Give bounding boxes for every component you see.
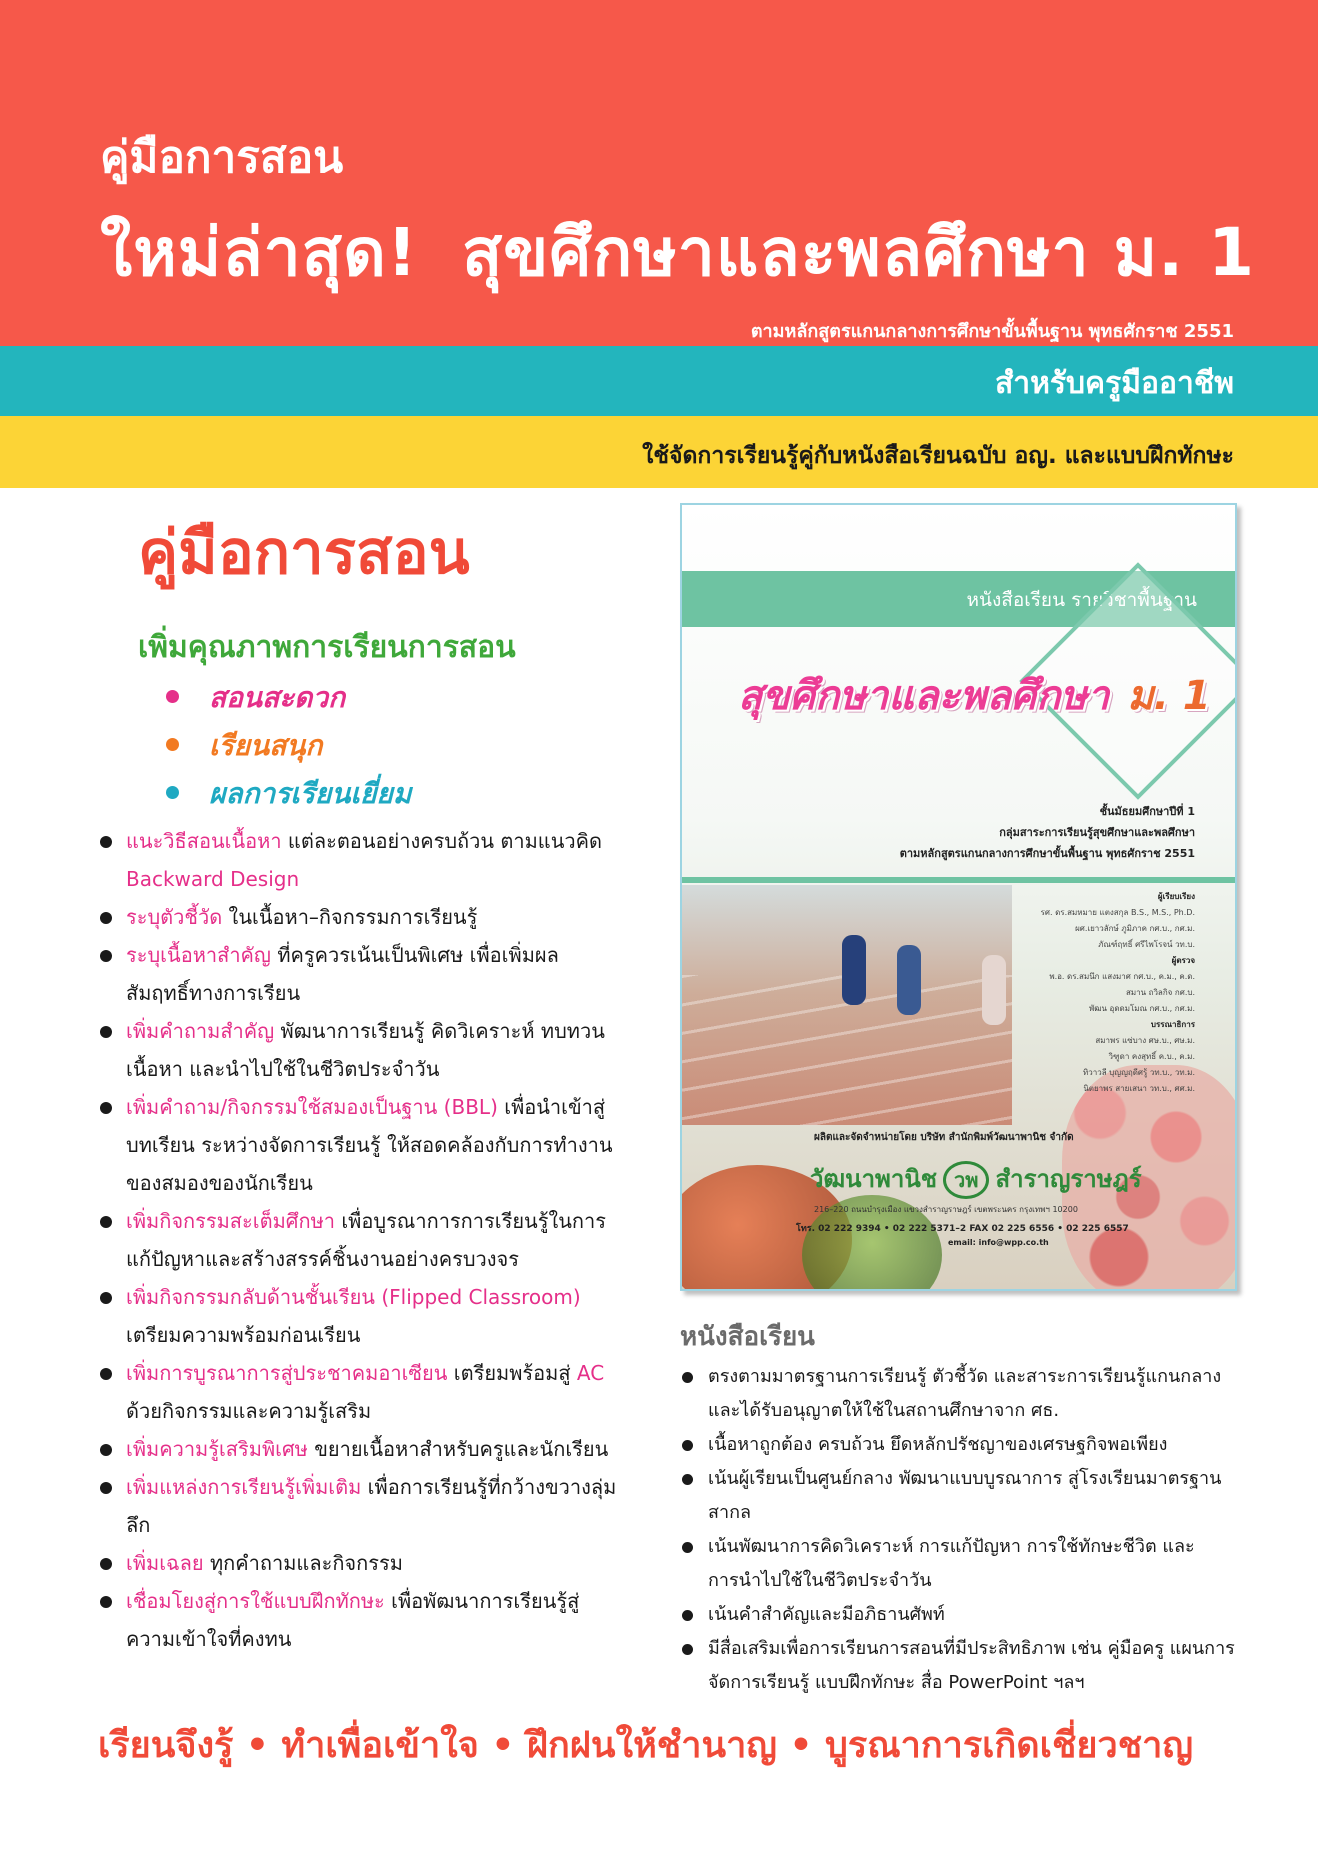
cover-title: สุขศึกษาและพลศึกษา ม. 1 — [738, 673, 1211, 719]
bullet-dot — [166, 786, 179, 799]
bullet-dot — [100, 1102, 112, 1114]
bullet-dot — [100, 1216, 112, 1228]
list-item: ระบุเนื้อหาสำคัญ ที่ครูควรเน้นเป็นพิเศษ เพื่อเพิ่มผลสัมฤทธิ์ทางการเรียน — [98, 936, 618, 1012]
feature-item: เรียนสนุก — [166, 724, 322, 768]
list-item: เพิ่มคำถาม/กิจกรรมใช้สมองเป็นฐาน (BBL) เพื่อนำเข้าสู่บทเรียน ระหว่างจัดการเรียนรู้ ให้สอดคล้องกับการทำงานของสมองของนักเรียน — [98, 1088, 618, 1202]
guide-title: คู่มือการสอน — [138, 518, 470, 588]
list-item: เพิ่มกิจกรรมกลับด้านชั้นเรียน (Flipped Classroom) เตรียมความพร้อมก่อนเรียน — [98, 1278, 618, 1354]
bullet-dot — [682, 1610, 693, 1621]
list-item: เพิ่มการบูรณาการสู่ประชาคมอาเซียน เตรียมพร้อมสู่ AC ด้วยกิจกรรมและความรู้เสริม — [98, 1354, 618, 1430]
bullet-dot — [100, 950, 112, 962]
list-item: ตรงตามมาตรฐานการเรียนรู้ ตัวชี้วัด และสาระการเรียนรู้แกนกลาง และได้รับอนุญาตให้ใช้ในสถานศึกษาจาก ศธ. — [680, 1360, 1240, 1428]
cover-info: ชั้นมัธยมศึกษาปีที่ 1 กลุ่มสาระการเรียนรู้สุขศึกษาและพลศึกษา ตามหลักสูตรแกนกลางการศึกษาขั้นพื้นฐาน พุทธศักราช 2551 — [899, 805, 1195, 860]
bullet-dot — [100, 1292, 112, 1304]
guide-subtitle: เพิ่มคุณภาพการเรียนการสอน — [138, 630, 516, 665]
for-teacher-label: สำหรับครูมืออาชีพ — [994, 366, 1234, 401]
new-label: ใหม่ล่าสุด! — [100, 214, 418, 291]
list-item: เชื่อมโยงสู่การใช้แบบฝึกทักษะ เพื่อพัฒนาการเรียนรู้สู่ความเข้าใจที่คงทน — [98, 1582, 618, 1658]
bullet-dot — [100, 1596, 112, 1608]
list-item: เพิ่มแหล่งการเรียนรู้เพิ่มเติม เพื่อการเรียนรู้ที่กว้างขวางลุ่มลึก — [98, 1468, 618, 1544]
bullet-dot — [682, 1474, 693, 1485]
list-item: เพิ่มเฉลย ทุกคำถามและกิจกรรม — [98, 1544, 618, 1582]
bullet-dot — [682, 1644, 693, 1655]
list-item: เพิ่มกิจกรรมสะเต็มศึกษา เพื่อบูรณาการการเรียนรู้ในการแก้ปัญหาและสร้างสรรค์ชิ้นงานอย่างครบวงจร — [98, 1202, 618, 1278]
publisher-phone: โทร. 02 222 9394 • 02 222 5371–2 FAX 02 225 6556 • 02 225 6557 — [796, 1224, 1129, 1234]
list-item: เน้นพัฒนาการคิดวิเคราะห์ การแก้ปัญหา การใช้ทักษะชีวิต และการนำไปใช้ในชีวิตประจำวัน — [680, 1530, 1240, 1598]
header-main-title — [100, 200, 1255, 305]
bullet-dot — [166, 738, 179, 751]
textbook-feature-list — [680, 1360, 1240, 1700]
bullet-dot — [100, 1368, 112, 1380]
bullet-dot — [682, 1542, 693, 1553]
list-item: เนื้อหาถูกต้อง ครบถ้วน ยึดหลักปรัชญาของเศรษฐกิจพอเพียง — [680, 1428, 1240, 1462]
guide-bullet-list — [98, 822, 618, 1658]
bullet-dot — [166, 690, 179, 703]
list-item: เพิ่มคำถามสำคัญ พัฒนาการเรียนรู้ คิดวิเคราะห์ ทบทวนเนื้อหา และนำไปใช้ในชีวิตประจำวัน — [98, 1012, 618, 1088]
publisher-email: email: info@wpp.co.th — [948, 1238, 1049, 1247]
textbook-heading: หนังสือเรียน — [680, 1322, 815, 1352]
bullet-dot — [682, 1372, 693, 1383]
list-item: แนะวิธีสอนเนื้อหา แต่ละตอนอย่างครบถ้วน ตามแนวคิด Backward Design — [98, 822, 618, 898]
bullet-dot — [100, 836, 112, 848]
list-item: มีสื่อเสริมเพื่อการเรียนการสอนที่มีประสิทธิภาพ เช่น คู่มือครู แผนการจัดการเรียนรู้ แบบฝึกทักษะ สื่อ PowerPoint ฯลฯ — [680, 1632, 1240, 1700]
list-item: เน้นผู้เรียนเป็นศูนย์กลาง พัฒนาแบบบูรณาการ สู่โรงเรียนมาตรฐานสากล — [680, 1462, 1240, 1530]
bullet-dot — [682, 1440, 693, 1451]
list-item: ระบุตัวชี้วัด ในเนื้อหา–กิจกรรมการเรียนรู้ — [98, 898, 618, 936]
cover-banner-text: หนังสือเรียน รายวิชาพื้นฐาน — [966, 589, 1197, 611]
publisher-logo: วัฒนาพานิช วพ สำราญราษฎร์ — [810, 1159, 1142, 1199]
list-item: เพิ่มความรู้เสริมพิเศษ ขยายเนื้อหาสำหรับครูและนักเรียน — [98, 1430, 618, 1468]
bullet-dot — [100, 1558, 112, 1570]
publisher-address: 216–220 ถนนบำรุงเมือง แขวงสำราญราษฎร์ เขตพระนคร กรุงเทพฯ 10200 — [814, 1205, 1078, 1214]
feature-item: ผลการเรียนเยี่ยม — [166, 772, 411, 816]
bullet-dot — [100, 912, 112, 924]
header-small-title: คู่มือการสอน — [100, 132, 344, 183]
runner-figure — [982, 955, 1006, 1025]
subject-title: สุขศึกษาและพลศึกษา ม. 1 — [462, 214, 1256, 291]
runner-figure — [897, 945, 921, 1015]
curriculum-line: ตามหลักสูตรแกนกลางการศึกษาขั้นพื้นฐาน พุทธศักราช 2551 — [750, 321, 1234, 342]
list-item: เน้นคำสำคัญและมีอภิธานศัพท์ — [680, 1598, 1240, 1632]
feature-item: สอนสะดวก — [166, 676, 345, 720]
cover-credits: ผู้เรียบเรียง รศ. ดร.สมหมาย แตงสกุล B.S., M.S., Ph.D. ผศ.เยาวลักษ์ ภูมิภาค กศ.บ., กศ.ม. ภัณฑ์ฤทธิ์ ศรีไพโรจน์ วท.บ. ผู้ตรวจ พ.อ. ดร.สมนึก แสงมาศ กศ.บ., ค.ม., ค.ด. สมาน ถวิลกิจ กศ.บ. พัฒน อุดดมโมณ กศ.บ., กศ.ม. บรรณาธิการ สมาพร แซ่บาง ศษ.บ., ศษ.ม. วิฑูดา คงสุทธิ์ ค.บ., ค.ม. ทิวาวลี บุญญฤดีศรู้ วท.บ., วท.ม. นิตยาพร สายเสนา วท.บ., ศศ.ม. — [1040, 892, 1195, 1093]
runner-figure — [842, 935, 866, 1005]
footer-slogan: เรียนจึงรู้ • ทำเพื่อเข้าใจ • ฝึกฝนให้ชำนาญ • บูรณาการเกิดเชี่ยวชาญ — [98, 1725, 1194, 1766]
cover-publisher: ผลิตและจัดจำหน่ายโดย บริษัท สำนักพิมพ์วัฒนาพานิช จำกัด — [814, 1132, 1074, 1143]
bullet-dot — [100, 1482, 112, 1494]
book-cover-image — [680, 503, 1237, 1291]
cover-divider — [682, 877, 1235, 883]
usage-line: ใช้จัดการเรียนรู้คู่กับหนังสือเรียนฉบับ อญ. และแบบฝึกทักษะ — [642, 443, 1234, 469]
bullet-dot — [100, 1026, 112, 1038]
bullet-dot — [100, 1444, 112, 1456]
